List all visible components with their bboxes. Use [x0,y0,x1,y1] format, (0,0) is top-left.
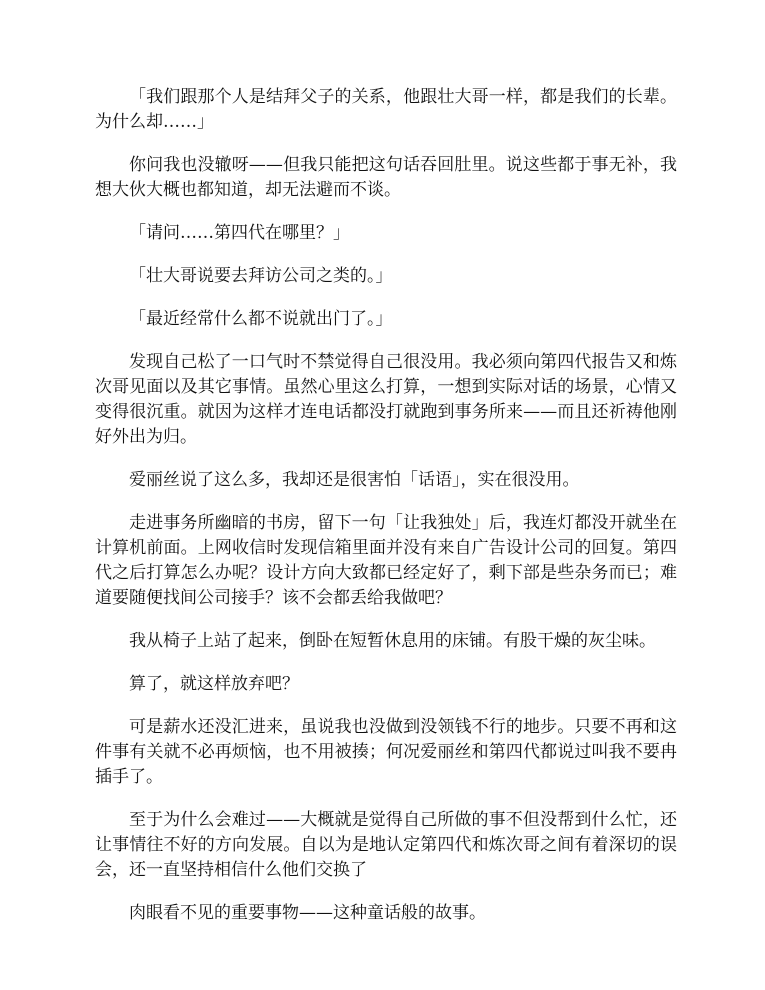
paragraph-6: 发现自己松了一口气时不禁觉得自己很没用。我必须向第四代报告又和炼次哥见面以及其它事情。虽然心里这么打算，一想到实际对话的场景，心情又变得很沉重。就因为这样才连电话都没打就跑到事务所来——而且还祈祷他刚好外出为归。 [95,352,677,447]
paragraph-10: 算了，就这样放弃吧？ [129,674,299,694]
paragraph-5: 「最近经常什么都不说就出门了。」 [129,309,393,329]
paragraph-9: 我从椅子上站了起来，倒卧在短暂休息用的床铺。有股干燥的灰尘味。 [129,631,656,651]
paragraph-2: 你问我也没辙呀——但我只能把这句话吞回肚里。说这些都于事无补，我想大伙大概也都知道，却无法避而不谈。 [95,155,677,200]
paragraph-7: 爱丽丝说了这么多，我却还是很害怕「话语」，实在很没用。 [129,470,580,490]
paragraph-8: 走进事务所幽暗的书房，留下一句「让我独处」后，我连灯都没开就坐在计算机前面。上网收信时发现信箱里面并没有来自广告设计公司的回复。第四代之后打算怎么办呢？设计方向大致都已经定好了，剩下部是些杂务而已；难道要随便找间公司接手？该不会都丢给我做吧？ [95,513,677,608]
paragraph-1: 「我们跟那个人是结拜父子的关系，他跟壮大哥一样，都是我们的长辈。为什么却……」 [95,87,677,132]
document-body [95,85,677,944]
paragraph-3: 「请问……第四代在哪里？」 [129,223,350,243]
paragraph-4: 「壮大哥说要去拜访公司之类的。」 [129,266,393,286]
paragraph-12: 至于为什么会难过——大概就是觉得自己所做的事不但没帮到什么忙，还让事情往不好的方向发展。自以为是地认定第四代和炼次哥之间有着深切的误会，还一直坚持相信什么他们交换了 [95,810,677,880]
paragraph-11: 可是薪水还没汇进来，虽说我也没做到没领钱不行的地步。只要不再和这件事有关就不必再烦恼，也不用被揍；何况爱丽丝和第四代都说过叫我不要冉插手了。 [95,717,677,787]
paragraph-13: 肉眼看不见的重要事物——这种童话般的故事。 [129,903,486,923]
